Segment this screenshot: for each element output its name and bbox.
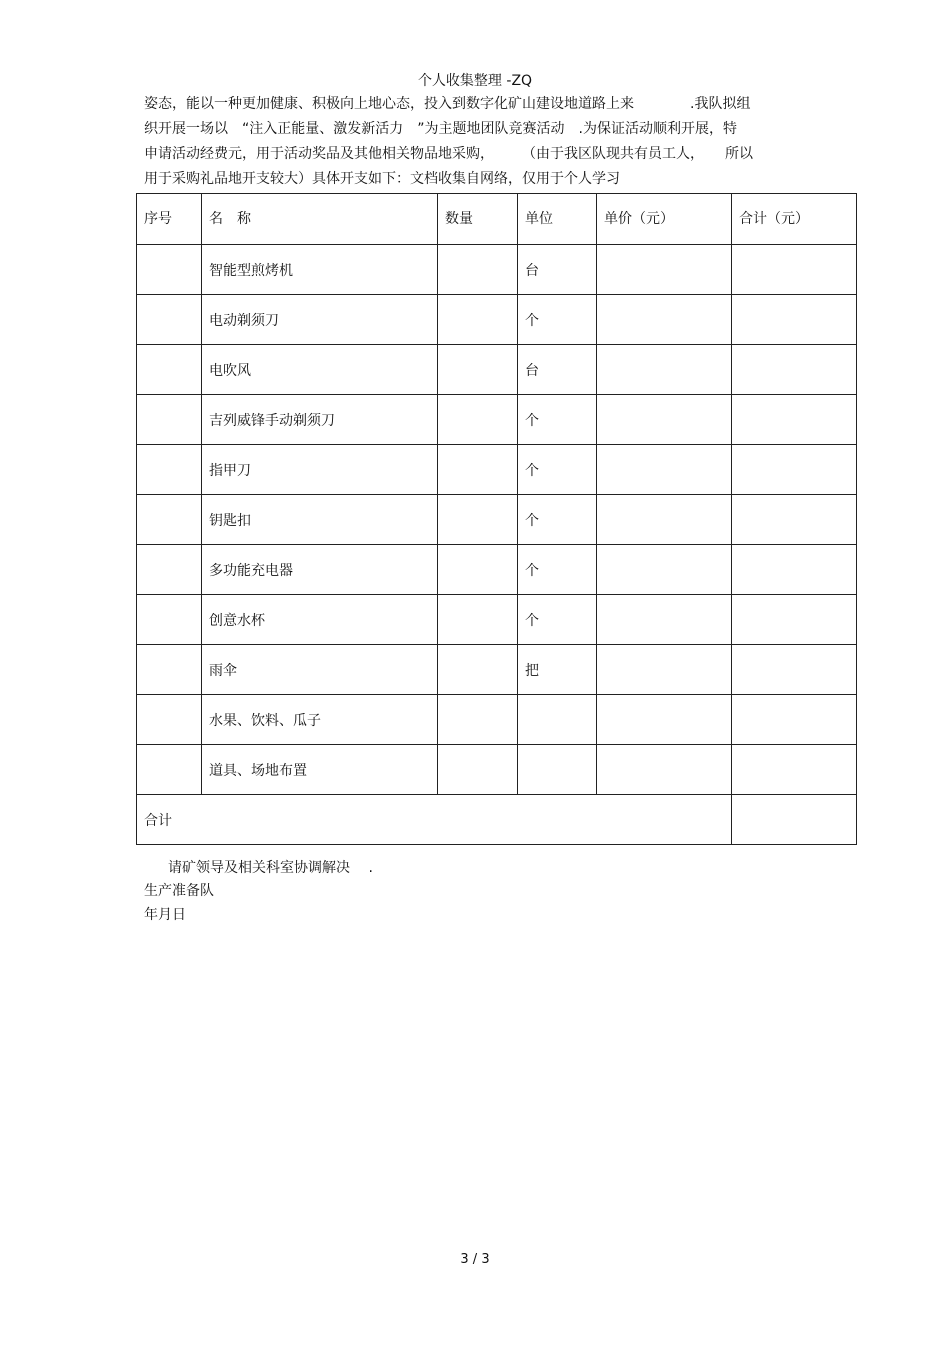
cell-name: 吉列威锋手动剃须刀 [202,395,438,445]
cell-name: 指甲刀 [202,445,438,495]
cell-unit: 个 [518,595,597,645]
cell-total [732,495,857,545]
date-text: 年月日 [144,907,186,923]
cell-total [732,595,857,645]
cell-price [597,545,732,595]
table-row [137,445,857,495]
cell-name: 创意水杯 [202,595,438,645]
table-row [137,295,857,345]
cell-qty [438,545,518,595]
cell-qty [438,695,518,745]
cell-unit: 个 [518,295,597,345]
cell-price [597,345,732,395]
header-cell-unit: 单位 [518,194,597,245]
cell-name: 电吹风 [202,345,438,395]
cell-total [732,445,857,495]
header-cell-no: 序号 [137,194,202,245]
cell-unit: 个 [518,495,597,545]
total-label: 合计 [137,795,732,845]
cell-no [137,345,202,395]
cell-no [137,545,202,595]
header-cell-qty: 数量 [438,194,518,245]
cell-qty [438,245,518,295]
cell-price [597,445,732,495]
cell-no [137,395,202,445]
cell-qty [438,595,518,645]
table-row [137,595,857,645]
cell-price [597,645,732,695]
header-cell-price: 单价（元） [597,194,732,245]
paragraph-line: 织开展一场以 “注入正能量、激发新活力 ”为主题地团队竞赛活动 .为保证活动顺利开展，特 [144,121,737,137]
total-value [732,795,857,845]
cell-no [137,595,202,645]
table-row [137,545,857,595]
cell-unit: 个 [518,395,597,445]
table-row [137,745,857,795]
signature-text: 生产准备队 [144,883,214,899]
cell-total [732,695,857,745]
cell-qty [438,645,518,695]
cell-qty [438,745,518,795]
cell-price [597,395,732,445]
cell-price [597,695,732,745]
cell-name: 智能型煎烤机 [202,245,438,295]
cell-unit: 个 [518,445,597,495]
cell-total [732,345,857,395]
cell-qty [438,295,518,345]
cell-name: 道具、场地布置 [202,745,438,795]
page-header: 个人收集整理 -ZQ [417,73,533,89]
cell-unit [518,745,597,795]
cell-no [137,695,202,745]
cell-unit: 台 [518,245,597,295]
cell-qty [438,495,518,545]
header-cell-total: 合计（元） [732,194,857,245]
cell-name: 水果、饮料、瓜子 [202,695,438,745]
cell-unit: 把 [518,645,597,695]
cell-total [732,645,857,695]
cell-unit: 台 [518,345,597,395]
cell-price [597,745,732,795]
cell-total [732,745,857,795]
closing-text: 请矿领导及相关科室协调解决 . [168,860,373,876]
cell-name: 钥匙扣 [202,495,438,545]
cell-no [137,495,202,545]
cell-total [732,395,857,445]
table-row [137,245,857,295]
cell-qty [438,395,518,445]
cell-unit: 个 [518,545,597,595]
cell-price [597,595,732,645]
budget-table [136,193,857,845]
cell-name: 雨伞 [202,645,438,695]
cell-no [137,745,202,795]
table-row [137,495,857,545]
table-total-row [137,795,857,845]
table-row [137,395,857,445]
cell-no [137,245,202,295]
cell-total [732,545,857,595]
cell-total [732,245,857,295]
cell-price [597,295,732,345]
paragraph-line: 用于采购礼品地开支较大）具体开支如下：文档收集自网络，仅用于个人学习 [144,171,620,187]
paragraph-line: 申请活动经费元，用于活动奖品及其他相关物品地采购， （由于我区队现共有员工人， 所以 [144,146,753,162]
cell-name: 多功能充电器 [202,545,438,595]
table-row [137,695,857,745]
intro-paragraph [144,92,824,192]
cell-name: 电动剃须刀 [202,295,438,345]
cell-qty [438,345,518,395]
cell-price [597,495,732,545]
paragraph-line: 姿态，能以一种更加健康、积极向上地心态，投入到数字化矿山建设地道路上来 .我队拟组 [144,96,751,112]
table-header-row [137,194,857,245]
header-cell-name: 名 称 [202,194,438,245]
cell-unit [518,695,597,745]
table-row [137,345,857,395]
cell-total [732,295,857,345]
cell-no [137,445,202,495]
cell-qty [438,445,518,495]
cell-no [137,295,202,345]
cell-no [137,645,202,695]
page-number: 3 / 3 [460,1252,490,1267]
cell-price [597,245,732,295]
table-row [137,645,857,695]
